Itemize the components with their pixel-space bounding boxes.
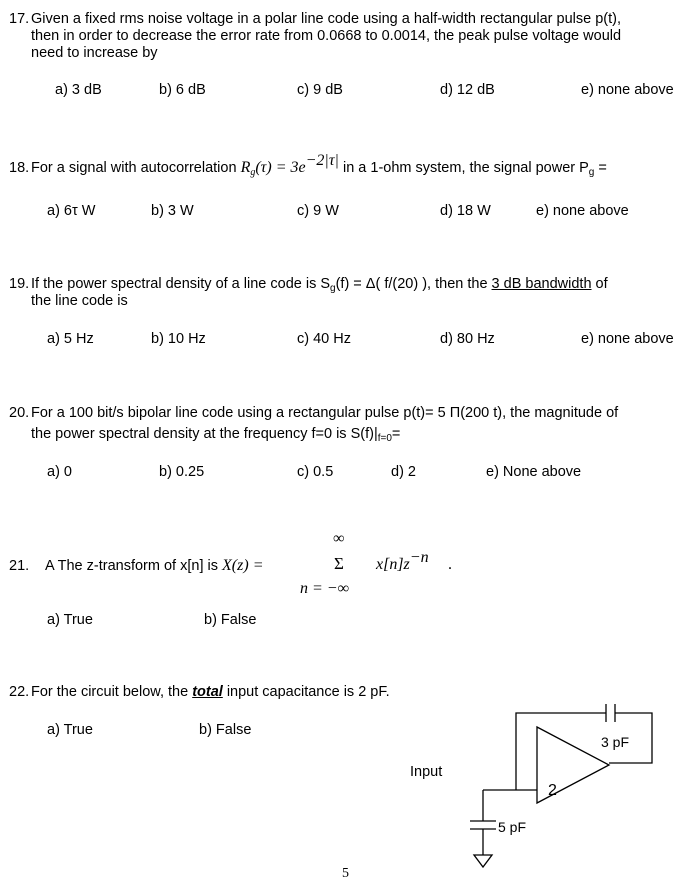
- question-text-line: need to increase by: [31, 45, 158, 61]
- sum-upper-limit: ∞: [333, 530, 345, 547]
- question-text-line: For a 100 bit/s bipolar line code using a rectangular pulse p(t)= 5 Π(200 t), the magnitude of: [31, 405, 619, 421]
- option-c[interactable]: c) 40 Hz: [297, 331, 351, 347]
- option-a[interactable]: a) 5 Hz: [47, 331, 94, 347]
- feedback-wire: [516, 713, 606, 790]
- question-number: 18.: [9, 160, 30, 176]
- question-number: 21.: [9, 558, 30, 574]
- sum-lower-limit: n = −∞: [300, 580, 349, 597]
- option-c[interactable]: c) 9 W: [297, 203, 339, 219]
- question-number: 22.: [9, 684, 30, 700]
- option-b[interactable]: b) 3 W: [151, 203, 194, 219]
- question-number: 17.: [9, 11, 30, 27]
- option-b[interactable]: b) 6 dB: [159, 82, 206, 98]
- question-text-line: If the power spectral density of a line code is $S_g(f) = \Delta$( f/(20) ), then the 3 dB bandwidth of: [31, 276, 608, 294]
- question-number: 19.: [9, 276, 30, 292]
- option-c[interactable]: c) 0.5: [297, 464, 334, 480]
- option-c[interactable]: c) 9 dB: [297, 82, 343, 98]
- question-text-line: then in order to decrease the error rate from 0.0668 to 0.0014, the peak pulse voltage would: [31, 28, 622, 44]
- option-e[interactable]: e) none above: [581, 82, 674, 98]
- ground-icon: [474, 855, 492, 867]
- option-e[interactable]: e) None above: [486, 464, 582, 480]
- option-d[interactable]: d) 80 Hz: [440, 331, 495, 347]
- amplifier-gain: 2: [548, 782, 557, 799]
- summand: $x[n]z^{-n}$: [376, 549, 429, 573]
- option-e[interactable]: e) none above: [581, 331, 674, 347]
- option-a[interactable]: a) True: [47, 722, 93, 738]
- capacitor-3pf-label: 3 pF: [601, 734, 630, 750]
- question-text-line: Given a fixed rms noise voltage in a polar line code using a half-width rectangular pulse p(t),: [31, 11, 621, 27]
- option-e[interactable]: e) none above: [536, 203, 629, 219]
- option-a[interactable]: a) True: [47, 612, 93, 628]
- question-text-line: For the circuit below, the total input capacitance is 2 pF.: [31, 684, 390, 700]
- option-d[interactable]: d) 12 dB: [440, 82, 495, 98]
- option-b[interactable]: b) False: [204, 612, 257, 628]
- option-d[interactable]: d) 18 W: [440, 203, 491, 219]
- option-a[interactable]: a) 0: [47, 464, 72, 480]
- option-a[interactable]: a) 3 dB: [55, 82, 102, 98]
- option-b[interactable]: b) 0.25: [159, 464, 205, 480]
- input-label: Input: [410, 764, 443, 780]
- option-b[interactable]: b) False: [199, 722, 252, 738]
- option-d[interactable]: d) 2: [391, 464, 416, 480]
- autocorrelation-expr: $R_g(\tau) = 3e^{-2|\tau|}$: [240, 152, 339, 178]
- question-text-line: A The z-transform of x[n] is X(z) =: [45, 557, 264, 574]
- question-text-line: the power spectral density at the frequency f=0 is $S(f)|_{f=0}=$: [31, 426, 401, 444]
- capacitor-5pf-label: 5 pF: [498, 819, 527, 835]
- period: .: [448, 556, 452, 573]
- sigma-symbol: Σ: [334, 554, 344, 573]
- question-number: 20.: [9, 405, 30, 421]
- option-a[interactable]: a) 6τ W: [47, 203, 96, 219]
- z-transform-lhs: X(z) =: [222, 557, 264, 574]
- page-number: 5: [342, 866, 349, 881]
- question-text-line: the line code is: [31, 293, 128, 309]
- question-text-line: For a signal with autocorrelation $R_g(\tau) = 3e^{-2|\tau|}$ in a 1-ohm system, the signal power $P_g$ =: [31, 152, 607, 178]
- option-b[interactable]: b) 10 Hz: [151, 331, 206, 347]
